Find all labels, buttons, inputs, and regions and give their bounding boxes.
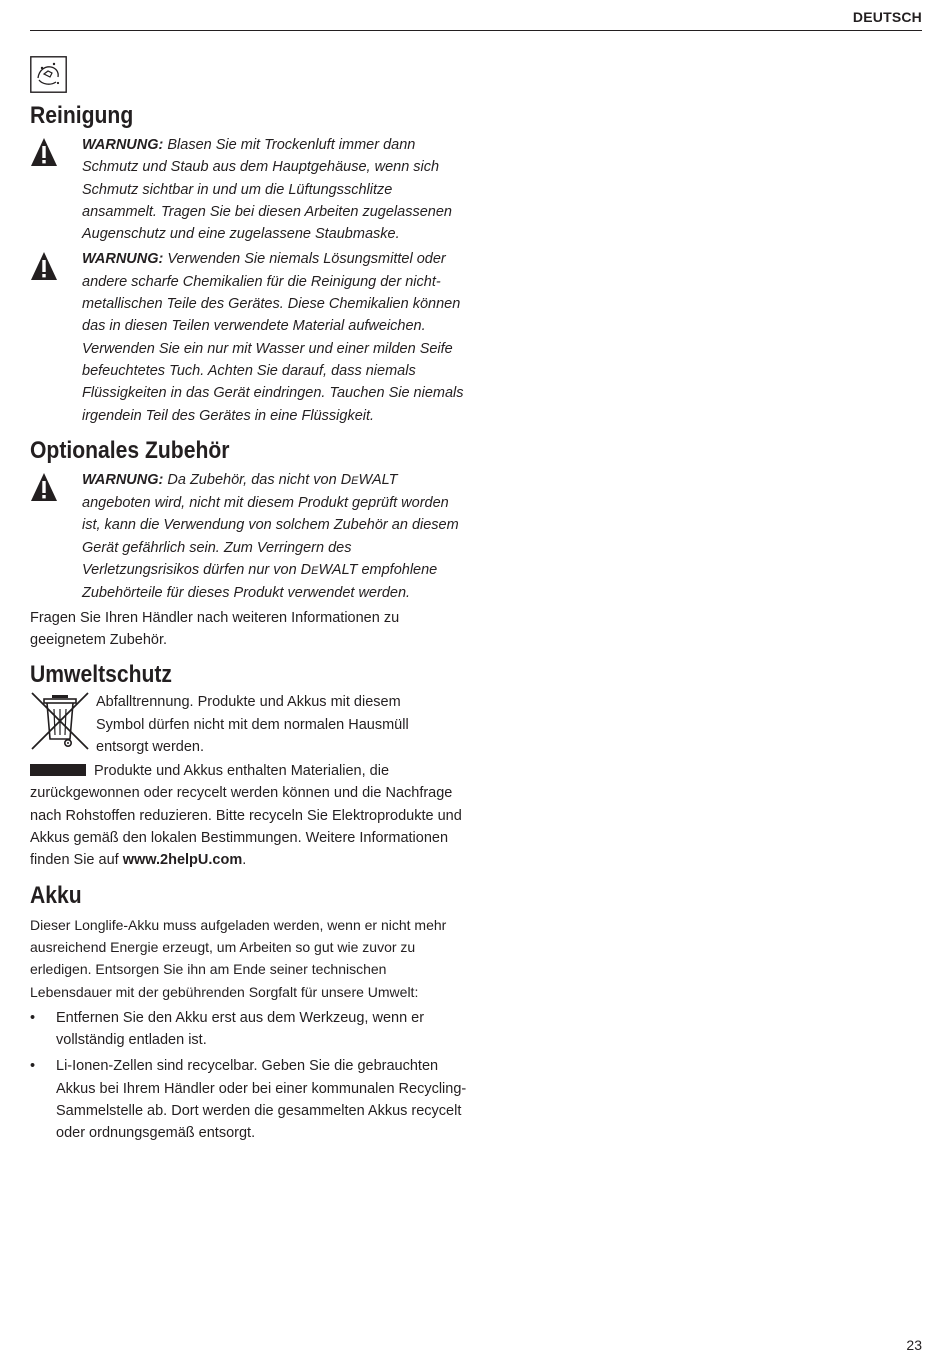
- warning-body-part: WALT empfohlene Zubehörteile für dieses Produkt verwendet werden.: [82, 562, 438, 602]
- warning-text: [82, 134, 470, 245]
- section-title-accessories: Optionales Zubehör: [30, 436, 230, 464]
- warning-text: [82, 469, 470, 605]
- header-divider: [30, 30, 922, 31]
- list-item-text: Li-Ionen-Zellen sind recycelbar. Geben Sie die gebrauchten Akkus bei Ihrem Händler oder bei einer kommunalen Recycling-Sammelstelle ab. Dort werden die gesammelten Akkus recycelt oder ordnungsgemäß entsorgt.: [56, 1058, 467, 1142]
- warning-body: Blasen Sie mit Trockenluft immer dann Schmutz und Staub aus dem Hauptgehäuse, wenn sich Schmutz sichtbar in und um die Lüftungsschlitze ansammelt. Tragen Sie bei diesen Arbeiten zugelassenen Augenschutz und eine zugelassene Staubmaske.: [82, 137, 452, 243]
- brand-small-cap: E: [311, 565, 319, 578]
- warning-label: WARNUNG:: [82, 471, 164, 488]
- accessories-info: Fragen Sie Ihren Händler nach weiteren Informationen zu geeignetem Zubehör.: [30, 609, 400, 648]
- warning-block: [30, 248, 470, 426]
- cleaning-hands-icon: [30, 56, 67, 93]
- weee-notice: [30, 691, 470, 758]
- warning-triangle-icon: [30, 137, 58, 167]
- bullet-point: •: [30, 1058, 36, 1075]
- bullet-point: •: [30, 1009, 36, 1026]
- recycle-text: Produkte und Akkus enthalten Materialien, die zurückgewonnen oder recycelt werden können und die Nachfrage nach Rohstoffen reduzieren. Bitte recyceln Sie Elektroprodukte und Akkus gemäß den lokalen Bestimmungen. Weitere Informationen finden Sie auf: [30, 763, 462, 869]
- section-title-environment: Umweltschutz: [30, 661, 172, 689]
- battery-intro: Dieser Longlife-Akku muss aufgeladen werden, wenn er nicht mehr ausreichend Energie erzeugt, um Arbeiten so gut wie zuvor zu erledigen. Entsorgen Sie ihn am Ende seiner technischen Lebensdauer mit der gebührenden Sorgfalt für unsere Umwelt:: [30, 916, 447, 1000]
- battery-list: [30, 1007, 470, 1145]
- warning-label: WARNUNG:: [82, 251, 164, 268]
- warning-block: [30, 134, 470, 245]
- warning-triangle-icon: [30, 472, 58, 502]
- weee-text: Abfalltrennung. Produkte und Akkus mit diesem Symbol dürfen nicht mit dem normalen Hausmüll entsorgt werden.: [96, 694, 409, 755]
- warning-body: Verwenden Sie niemals Lösungsmittel oder andere scharfe Chemikalien für die Reinigung der nicht-metallischen Teile des Gerätes. Diese Chemikalien können das in diesen Teilen verwendete Material aufweichen. Verwenden Sie ein nur mit Wasser und einer milden Seife befeuchtetes Tuch. Achten Sie darauf, dass niemals Flüssigkeiten in das Gerät eindringen. Tauchen Sie niemals irgendein Teil des Gerätes in eine Flüssigkeit.: [82, 251, 464, 424]
- warning-text: [82, 248, 470, 426]
- crossed-out-wheelie-bin-icon: [30, 691, 90, 753]
- website-suffix: .: [242, 852, 247, 869]
- separate-collection-bar: [30, 764, 86, 776]
- section-title-cleaning: Reinigung: [30, 102, 134, 129]
- list-item-text: Entfernen Sie den Akku erst aus dem Werkzeug, wenn er vollständig entladen ist.: [56, 1009, 425, 1049]
- recycle-notice: [30, 760, 470, 871]
- warning-body-part: Da Zubehör, das nicht von D: [167, 471, 352, 488]
- warning-triangle-icon: [30, 251, 58, 281]
- section-title-battery: Akku: [30, 881, 82, 909]
- header-language: DEUTSCH: [852, 9, 922, 25]
- warning-block: [30, 469, 470, 605]
- website-link[interactable]: www.2helpU.com: [122, 852, 243, 869]
- warning-label: WARNUNG:: [82, 137, 164, 153]
- list-item: [30, 1007, 470, 1052]
- list-item: [30, 1055, 470, 1144]
- main-column: [30, 100, 470, 1149]
- page-number: 23: [906, 1337, 922, 1353]
- warning-body-part: WALT angeboten wird, nicht mit diesem Produkt geprüft worden ist, kann die Verwendung von solchem Zubehör an diesem Gerät gefährlich sein. Zum Verringern des Verletzungsrisikos dürfen nur von D: [82, 471, 459, 579]
- brand-small-cap: E: [351, 474, 359, 487]
